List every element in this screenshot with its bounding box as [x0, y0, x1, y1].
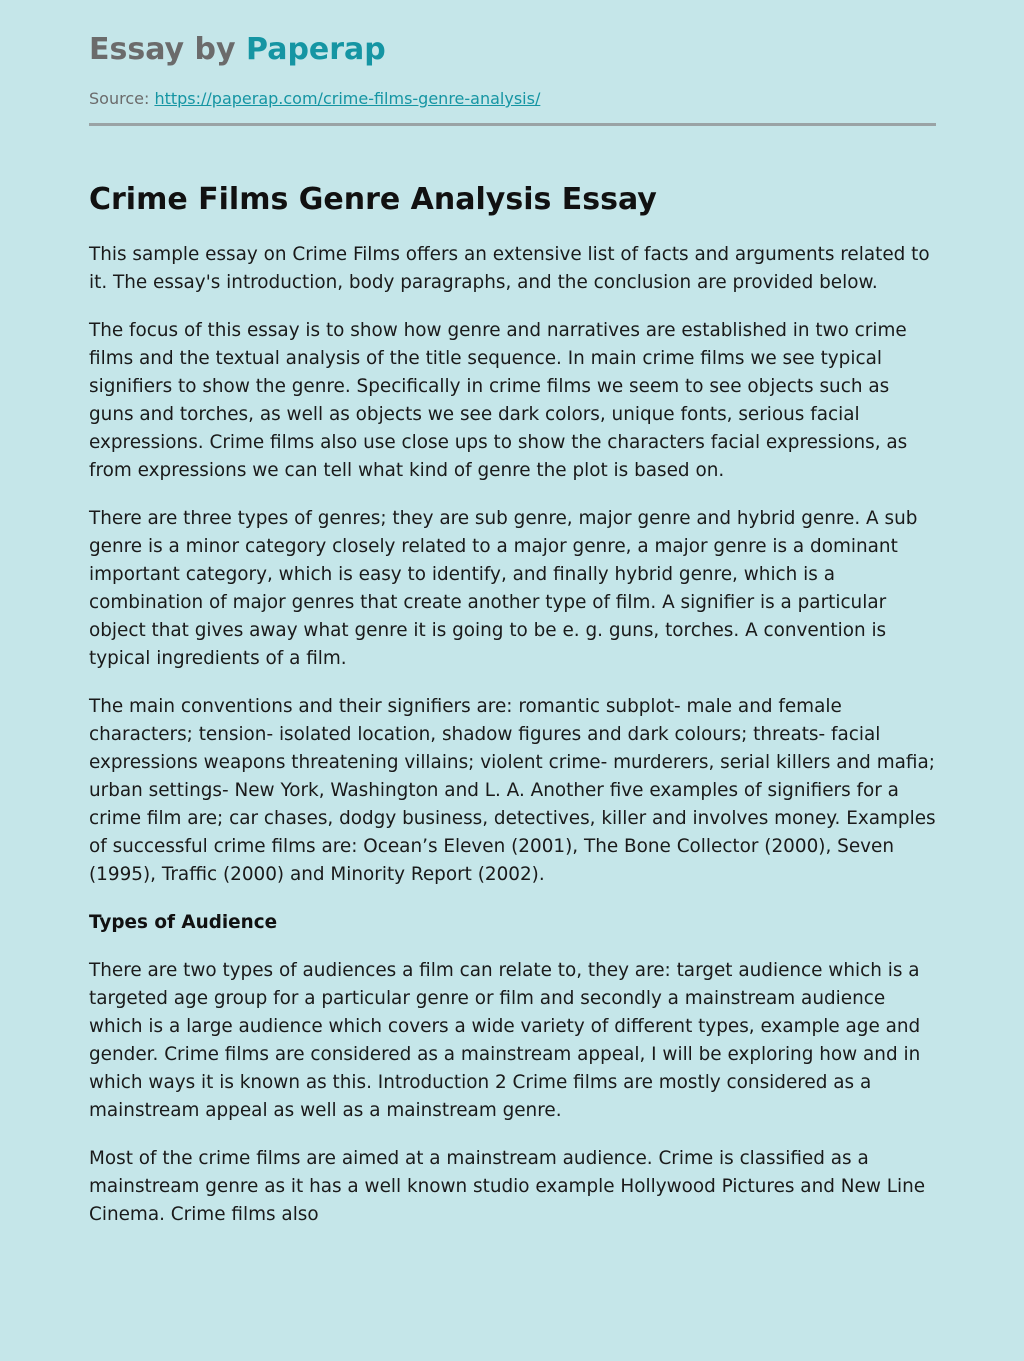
- source-line: [89, 88, 540, 110]
- essay-paragraph: There are two types of audiences a film can relate to, they are: target audience which is a targeted age group for a particular genre or film and secondly a mainstream audience which is a large audience which covers a wide variety of different types, example age and gender. Crime films are considered as a mainstream appeal, I will be exploring how and in which ways it is known as this. Introduction 2 Crime films are mostly considered as a mainstream appeal as well as a mainstream genre.: [89, 960, 921, 1121]
- essay-body: [89, 241, 936, 1249]
- section-heading: Types of Audience: [89, 912, 278, 933]
- essay-paragraph: The focus of this essay is to show how genre and narratives are established in two crime films and the textual analysis of the title sequence. In main crime films we see typical signifiers to show the genre. Specifically in crime films we seem to see objects such as guns and torches, as well as objects we see dark colors, unique fonts, serious facial expressions. Crime films also use close ups to show the characters facial expressions, as from expressions we can tell what kind of genre the plot is based on.: [89, 320, 908, 481]
- brand-name: Paperap: [246, 32, 386, 67]
- source-link[interactable]: https://paperap.com/crime-films-genre-analysis/: [154, 89, 541, 108]
- essay-paragraph: The main conventions and their signifiers are: romantic subplot- male and female characters; tension- isolated location, shadow figures and dark colours; threats- facial expressions weapons threatening villains; violent crime- murderers, serial killers and mafia; urban settings- New York, Washington and L. A. Another five examples of signifiers for a crime film are; car chases, dodgy business, detectives, killer and involves money. Examples of successful crime films are: Ocean’s Eleven (2001), The Bone Collector (2000), Seven (1995), Traffic (2000) and Minority Report (2002).: [89, 696, 936, 885]
- header-divider: [89, 123, 936, 126]
- essay-paragraph: Most of the crime films are aimed at a mainstream audience. Crime is classified as a mainstream genre as it has a well known studio example Hollywood Pictures and New Line Cinema. Crime films also: [89, 1148, 926, 1225]
- site-brand[interactable]: [89, 30, 386, 70]
- essay-intro-paragraph: This sample essay on Crime Films offers an extensive list of facts and arguments related to it. The essay's introduction, body paragraphs, and the conclusion are provided below.: [89, 244, 930, 293]
- essay-paragraph: There are three types of genres; they are sub genre, major genre and hybrid genre. A sub genre is a minor category closely related to a major genre, a major genre is a dominant important category, which is easy to identify, and finally hybrid genre, which is a combination of major genres that create another type of film. A signifier is a particular object that gives away what genre it is going to be e. g. guns, torches. A convention is typical ingredients of a film.: [89, 508, 918, 669]
- source-label: Source:: [89, 89, 155, 108]
- page-title: Crime Films Genre Analysis Essay: [89, 182, 657, 217]
- brand-prefix: Essay by: [89, 32, 247, 67]
